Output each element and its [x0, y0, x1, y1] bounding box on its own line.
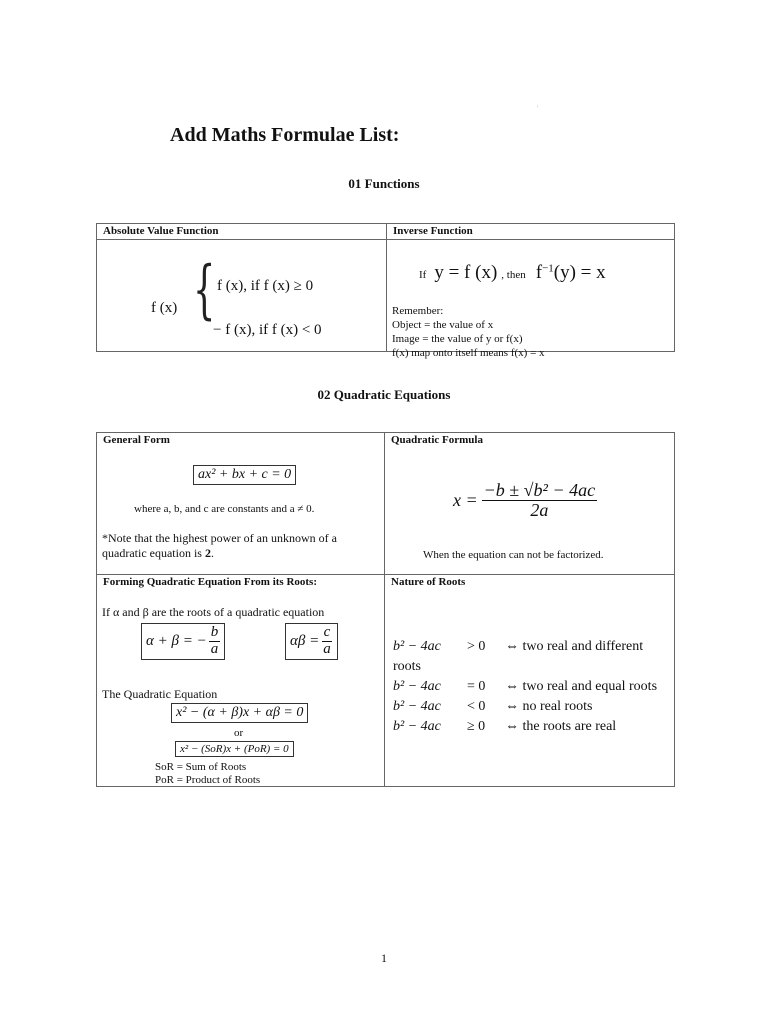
inverse-note-object: Object = the value of x: [392, 319, 494, 331]
inverse-cell: [387, 240, 675, 359]
nature-cell: [385, 575, 675, 787]
nature-row: [393, 697, 674, 717]
general-form-formula: ax² + bx + c = 0: [193, 465, 296, 485]
absolute-value-cell: [97, 240, 387, 352]
section-heading-quadratic: 02 Quadratic Equations: [317, 387, 451, 402]
nature-text: ⇔ two real and different roots: [393, 639, 644, 674]
nature-row: [393, 637, 674, 677]
nature-row: [393, 677, 674, 697]
quadratic-lhs: x =: [453, 489, 478, 510]
nature-text: ⇔ the roots are real: [505, 719, 617, 734]
remember-label: Remember:: [392, 305, 444, 317]
note-suffix: .: [210, 546, 214, 560]
quadratic-equation-label: The Quadratic Equation: [102, 687, 218, 701]
quadratic-formula-cell: [385, 433, 675, 575]
nature-text: ⇔ two real and equal roots: [505, 679, 658, 694]
quadratic-formula: [453, 481, 597, 520]
prod-num: c: [323, 624, 331, 640]
inverse-note-map: f(x) map onto itself means f(x) = x: [392, 347, 545, 359]
sum-fraction: [209, 625, 221, 658]
nature-row: [393, 717, 674, 737]
or-label: or: [234, 727, 244, 739]
nature-cond: < 0: [467, 699, 486, 714]
page-number: 1: [381, 951, 387, 965]
note-text: *Note that the highest power of an unknown of a quadratic equation is: [102, 531, 337, 560]
inverse-note-image: Image = the value of y or f(x): [392, 333, 523, 345]
quadratic-table: [96, 432, 675, 787]
inverse-eq2-sup: −1: [542, 262, 554, 275]
general-form-header: General Form: [103, 434, 170, 446]
functions-table: [96, 223, 675, 359]
quadratic-fraction: [482, 481, 597, 520]
absolute-value-header: Absolute Value Function: [103, 225, 219, 237]
inverse-eq2-rest: (y) = x: [553, 262, 606, 283]
absolute-value-header-cell: [97, 224, 387, 240]
roots-equation-2: x² − (SoR)x + (PoR) = 0: [175, 741, 294, 757]
general-form-note: [102, 531, 380, 561]
nature-expr: b² − 4ac: [393, 679, 441, 694]
general-form-cell: [97, 433, 385, 575]
nature-expr: b² − 4ac: [393, 719, 441, 734]
nature-cond: = 0: [467, 679, 486, 694]
forming-intro: If α and β are the roots of a quadratic equation: [102, 605, 325, 619]
por-definition: PoR = Product of Roots: [155, 774, 261, 786]
inverse-function-header: Inverse Function: [393, 225, 473, 237]
inverse-header-cell: [387, 224, 675, 240]
left-brace-icon: {: [193, 253, 216, 327]
inverse-formula: [419, 262, 606, 284]
page-title: Add Maths Formulae List:: [170, 124, 400, 146]
nature-cond: > 0: [467, 639, 486, 654]
sor-definition: SoR = Sum of Roots: [155, 761, 247, 773]
quadratic-denominator: 2a: [530, 499, 549, 520]
abs-case-positive: f (x), if f (x) ≥ 0: [217, 278, 314, 294]
abs-lhs: f (x): [151, 300, 178, 316]
sum-lhs: α + β = −: [146, 632, 207, 649]
nature-header: Nature of Roots: [391, 576, 466, 588]
quadratic-numerator: −b ± √b² − 4ac: [483, 480, 596, 500]
nature-expr: b² − 4ac: [393, 639, 441, 654]
sum-num: b: [210, 624, 219, 640]
nature-text: ⇔ no real roots: [505, 699, 593, 714]
product-of-roots-box: [285, 623, 338, 660]
prod-lhs: αβ =: [290, 632, 320, 649]
abs-case-negative: − f (x), if f (x) < 0: [213, 322, 322, 338]
sum-of-roots-box: [141, 623, 225, 660]
inverse-eq2-base: f: [535, 262, 543, 283]
roots-equation-1: x² − (α + β)x + αβ = 0: [171, 703, 308, 723]
sum-den: a: [210, 640, 219, 657]
section-heading-functions: 01 Functions: [348, 176, 420, 191]
prod-den: a: [323, 640, 331, 657]
note-bold: 2: [204, 546, 211, 560]
if-label: If: [419, 269, 427, 281]
prod-fraction: [321, 625, 333, 658]
quadratic-caption: When the equation can not be factorized.: [423, 549, 604, 561]
forming-header: Forming Quadratic Equation From its Roots:: [103, 576, 317, 588]
forming-cell: [97, 575, 385, 787]
then-label: , then: [501, 269, 526, 281]
nature-rows: [393, 637, 674, 737]
nature-cond: ≥ 0: [467, 719, 486, 734]
corner-mark: ': [537, 104, 539, 113]
inverse-eq1: y = f (x): [434, 262, 498, 283]
general-form-where: where a, b, and c are constants and a ≠ 0.: [134, 503, 315, 515]
nature-expr: b² − 4ac: [393, 699, 441, 714]
quadratic-formula-header: Quadratic Formula: [391, 434, 483, 446]
